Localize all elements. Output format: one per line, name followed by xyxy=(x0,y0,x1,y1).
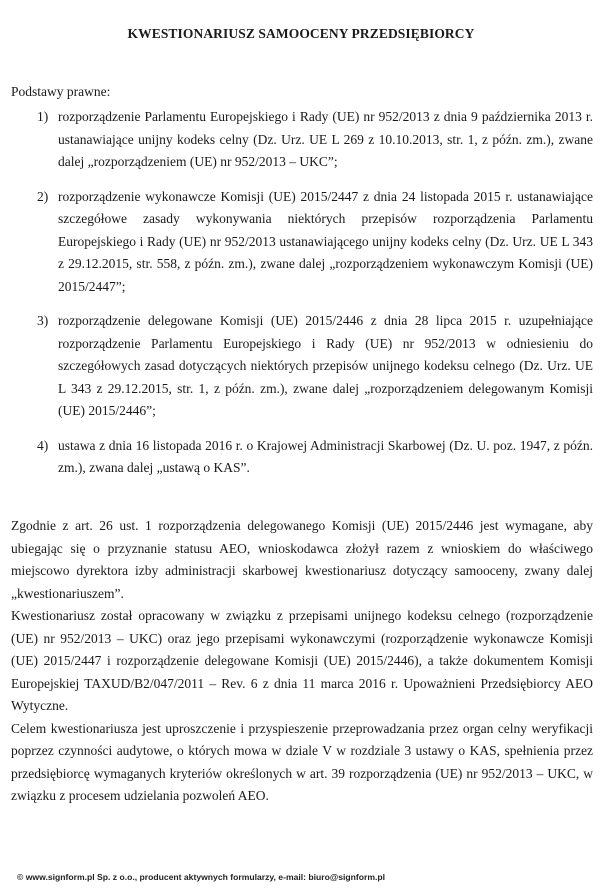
list-item-number: 2) xyxy=(37,188,49,204)
paragraph: Celem kwestionariusza jest uproszczenie i przyspieszenie przeprowadzania przez organ celny weryfikacji poprzez czynności audytowe, o których mowa w dziale V w rozdziale 3 ustawy o KAS, spełnienia przez przedsiębiorcę wymaganych kryteriów określonych w art. 39 rozporządzenia (UE) nr 952/2013 – UKC, w związku z procesem udzielania pozwoleń AEO. xyxy=(11,720,593,803)
list-item-text: ustawa z dnia 16 listopada 2016 r. o Krajowej Administracji Skarbowej (Dz. U. poz. 1947, z późn. zm.), zwana dalej „ustawą o KAS”. xyxy=(58,437,593,475)
document-title: KWESTIONARIUSZ SAMOOCENY PRZEDSIĘBIORCY xyxy=(127,26,475,41)
list-item-text: rozporządzenie wykonawcze Komisji (UE) 2015/2447 z dnia 24 listopada 2015 r. ustanawiające szczegółowe zasady wykonywania niektórych przepisów rozporządzenia Parlamentu Europejskiego i Rady (UE) nr 952/2013 ustanawiającego unijny kodeks celny (Dz. Urz. UE L 343 z 29.12.2015, str. 558, z późn. zm.), zwane dalej „rozporządzeniem wykonawczym Komisji (UE) 2015/2447”; xyxy=(58,188,593,294)
list-item xyxy=(11,435,593,480)
paragraph: Zgodnie z art. 26 ust. 1 rozporządzenia delegowanego Komisji (UE) 2015/2446 jest wymagane, aby ubiegając się o przyznanie statusu AEO, wnioskodawca złożył razem z wnioskiem do właściwego miejscowo dyrektora izby administracji skarbowej kwestionariusz dotyczący samooceny, zwany dalej „kwestionariuszem”. xyxy=(11,518,593,601)
list-item-text: rozporządzenie Parlamentu Europejskiego i Rady (UE) nr 952/2013 z dnia 9 października 2013 r. ustanawiające unijny kodeks celny (Dz. Urz. UE L 269 z 10.10.2013, str. 1, z późn. zm.), zwane dalej „rozporządzeniem (UE) nr 952/2013 – UKC”; xyxy=(58,109,593,169)
legal-basis-list xyxy=(11,106,593,492)
list-item xyxy=(11,310,593,423)
footer-copyright: © www.signform.pl Sp. z o.o., producent aktywnych formularzy, e-mail: biuro@signform.pl xyxy=(17,872,386,882)
paragraph: Kwestionariusz został opracowany w związku z przepisami unijnego kodeksu celnego (rozporządzenie (UE) nr 952/2013 – UKC) oraz jego przepisami wykonawczymi (rozporządzenie wykonawcze Komisji (UE) 2015/2447 i rozporządzenie delegowane Komisji (UE) 2015/2446), a także dokumentem Komisji Europejskiej TAXUD/B2/047/2011 – Rev. 6 z dnia 11 marca 2016 r. Upoważnieni Przedsiębiorcy AEO Wytyczne. xyxy=(11,608,593,713)
list-item xyxy=(11,186,593,299)
list-item-text: rozporządzenie delegowane Komisji (UE) 2015/2446 z dnia 28 lipca 2015 r. uzupełniające rozporządzenie Parlamentu Europejskiego i Rady (UE) nr 952/2013 w odniesieniu do szczegółowych zasad dotyczących niektórych przepisów unijnego kodeksu celnego (Dz. Urz. UE L 343 z 29.12.2015, str. 1, z późn. zm.), zwane dalej „rozporządzeniem delegowanym Komisji (UE) 2015/2446”; xyxy=(58,313,593,418)
list-item-number: 3) xyxy=(37,313,49,328)
list-item-number: 4) xyxy=(37,437,49,453)
list-item xyxy=(11,106,593,174)
body-text xyxy=(11,515,593,808)
legal-basis-label: Podstawy prawne: xyxy=(11,84,111,99)
list-item-number: 1) xyxy=(37,109,49,124)
